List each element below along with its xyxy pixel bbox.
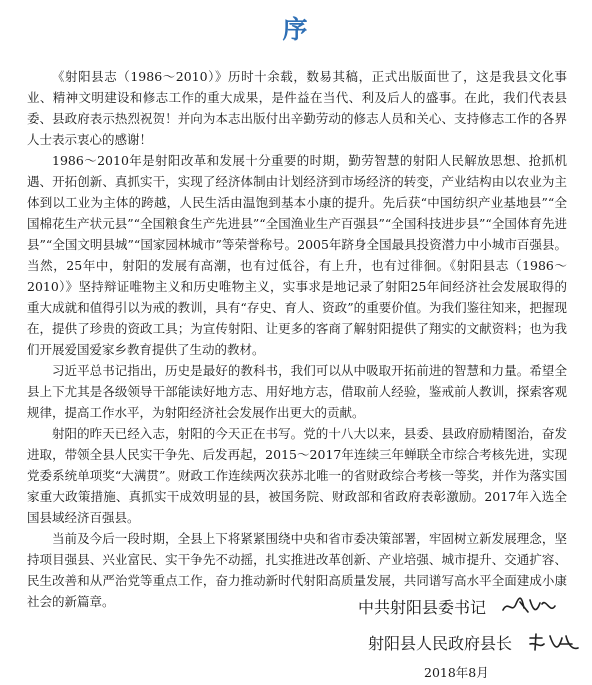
signature-party-secretary	[358, 594, 558, 618]
signature-county-head	[368, 630, 584, 654]
preface-body	[27, 66, 567, 612]
paragraph-1: 《射阳县志（1986～2010）》历时十余载，数易其稿，正式出版面世了，这是我县文化事业、精神文明建设和修志工作的重大成果，是件益在当代、利及后人的盛事。在此，我们代表县委、县政府表示热烈祝贺！并向为本志出版付出辛勤劳动的修志人员和关心、支持修志工作的各界人士表示衷心的感谢！	[27, 69, 567, 147]
paragraph-5: 当前及今后一段时期，全县上下将紧紧围绕中央和省市委决策部署，牢固树立新发展理念，坚持项目强县、兴业富民、实干争先不动摇，扎实推进改革创新、产业培强、城市提升、交通扩容、民生改善和从严治党等重点工作，奋力推动新时代射阳高质量发展，共同谱写高水平全面建成小康社会的新篇章。	[27, 531, 567, 609]
signature-label: 射阳县人民政府县长	[368, 633, 513, 653]
paragraph-3: 习近平总书记指出，历史是最好的教科书，我们可以从中吸取开拓前进的智慧和力量。希望全县上下尤其是各级领导干部能读好地方志、用好地方志，借取前人经验，鉴戒前人教训，探索客观规律，提高工作水平，为射阳经济社会发展作出更大的贡献。	[27, 363, 567, 420]
handwritten-signature-2	[526, 630, 584, 654]
page-title: 序	[282, 15, 310, 44]
date: 2018年8月	[424, 665, 489, 680]
signature-label: 中共射阳县委书记	[358, 597, 487, 617]
paragraph-2: 1986～2010年是射阳改革和发展十分重要的时期，勤劳智慧的射阳人民解放思想、抢抓机遇、开拓创新、真抓实干，实现了经济体制由计划经济到市场经济的转变，产业结构由以农业为主体到以工业为主体的跨越，人民生活由温饱到基本小康的提升。先后获“中国纺织产业基地县”“全国棉花生产状元县”“全国粮食生产先进县”“全国渔业生产百强县”“全国科技进步县”“全国体育先进县”“全国文明县城”“国家园林城市”等荣誉称号。2005年跻身全国最具投资潜力中小城市百强县。当然，25年中，射阳的发展有高潮，也有过低谷，有上升，也有过徘徊。《射阳县志（1986～2010）》坚持辩证唯物主义和历史唯物主义，实事求是地记录了射阳25年间经济社会发展取得的重大成就和值得引以为戒的教训，具有“存史、育人、资政”的重要价值。为我们鉴往知来，把握现在，提供了珍贵的资政工具；为宣传射阳、让更多的客商了解射阳提供了翔实的文献资料；也为我们开展爱国爱家乡教育提供了生动的教材。	[27, 153, 567, 357]
paragraph-4: 射阳的昨天已经入志，射阳的今天正在书写。党的十八大以来，县委、县政府励精图治，奋发进取，带领全县人民实干争先、后发再起，2015～2017年连续三年蝉联全市综合考核先进，实现党委系统单项奖“大满贯”。财政工作连续两次获苏北唯一的省财政综合考核一等奖，并作为落实国家重大政策措施、真抓实干成效明显的县，被国务院、财政部和省政府表彰激励。2017年入选全国县域经济百强县。	[27, 426, 567, 525]
handwritten-signature-1	[500, 594, 558, 618]
